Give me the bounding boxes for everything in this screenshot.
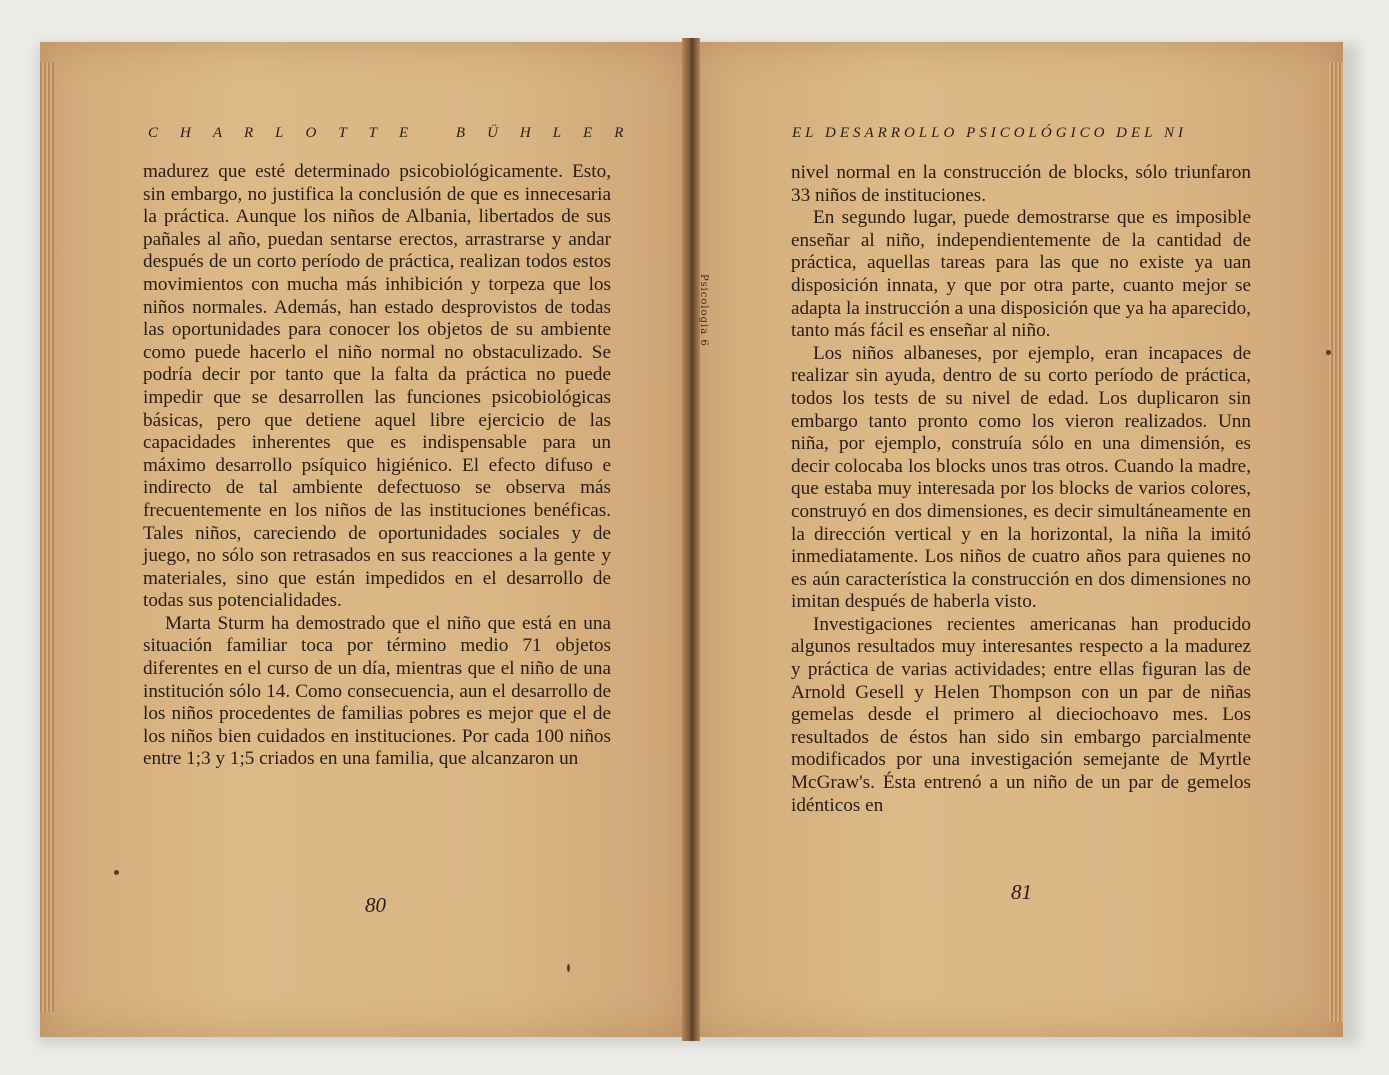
right-paragraph-1: nivel normal en la construcción de blocks, sólo triunfaron 33 niños de instituciones. xyxy=(791,162,1251,206)
left-paragraph-1: madurez que esté determinado psicobiológicamente. Esto, sin embargo, no justifica la conclusión de que es innecesaria la práctica. Aunque los niños de Albania, libertados de sus pañales al año, puedan sentarse erectos, arrastrarse y andar después de un corto período de práctica, realizan todos estos movimientos con mucha más inhibición y torpeza que los niños normales. Además, han estado desprovistos de todas las oportunidades para conocer los objetos de su ambiente como puede hacerlo el niño normal no obstaculizado. Se podría decir por tanto que la falta da práctica no puede impedir que se desarrollen las funciones psicobiológicas básicas, pero que detiene aquel libre ejercicio de las capacidades inherentes que es indispensable para un máximo desarrollo psíquico higiénico. El efecto difuso e indirecto de tal ambiente defectuoso se observa más frecuentemente en los niños de las instituciones benéficas. Tales niños, careciendo de oportunidades sociales y de juego, no sólo son retrasados en sus reacciones a la gente y materiales, sino que están impedidos en el desarrollo de todas sus potencialidades. xyxy=(143,161,611,612)
right-paragraph-2: En segundo lugar, puede demostrarse que es imposible enseñar al niño, independientemente de la cantidad de práctica, aquellas tareas para las que no existe ya uan disposición innata, y que por otra parte, cuanto mejor se adapta la instrucción a una disposición que ya ha aparecido, tanto más fácil es enseñar al niño. xyxy=(791,207,1251,342)
right-page-number: 81 xyxy=(1011,880,1032,904)
open-book xyxy=(30,34,1350,1044)
left-page-edges xyxy=(40,62,54,1012)
right-paragraph-3: Los niños albaneses, por ejemplo, eran incapaces de realizar sin ayuda, dentro de su corto período de práctica, todos los tests de su nivel de edad. Los duplicaron sin embargo tanto pronto como los vieron realizados. Unn niña, por ejemplo, construía sólo en una dimensión, es decir colocaba los blocks unos tras otros. Cuando la madre, que estaba muy interesada por los blocks de varios colores, construyó en dos dimensiones, es decir simultáneamente en la dirección vertical y en la horizontal, la niña la imitó inmediatamente. Los niños de cuatro años para quienes no es aún característica la construcción en dos dimensiones no imitan después de haberla visto. xyxy=(791,342,1251,613)
right-page-text xyxy=(791,162,1251,817)
paper-speck xyxy=(567,964,570,972)
paper-speck xyxy=(1326,350,1331,355)
left-paragraph-2: Marta Sturm ha demostrado que el niño que está en una situación familiar toca por término medio 71 objetos diferentes en el curso de un día, mientras que el niño de una institución sólo 14. Como consecuencia, aun el desarrollo de los niños procedentes de familias pobres es mejor que el de los niños bien cuidados en instituciones. Por cada 100 niños entre 1;3 y 1;5 criados en una familia, que alcanzaron un xyxy=(143,612,611,770)
paper-speck xyxy=(114,870,119,875)
right-page-edges xyxy=(1329,62,1343,1022)
gutter-handwritten-note: Psicologia 6 xyxy=(698,274,709,347)
left-page-number: 80 xyxy=(365,893,386,917)
right-paragraph-4: Investigaciones recientes americanas han producido algunos resultados muy interesantes respecto a la madurez y práctica de varias actividades; entre ellas figuran las de Arnold Gesell y Helen Thompson con un par de niñas gemelas desde el primero al dieciochoavo mes. Los resultados de éstos han sido sin embargo parcialmente modificados por una investigación semejante de Myrtle McGraw's. Ésta entrenó a un niño de un par de gemelos idénticos en xyxy=(791,613,1251,816)
book-gutter xyxy=(682,38,700,1041)
left-page-text xyxy=(143,161,611,771)
right-running-head: EL DESARROLLO PSICOLÓGICO DEL NI xyxy=(792,125,1187,141)
left-running-head: CHARLOTTE BÜHLER xyxy=(148,125,646,141)
